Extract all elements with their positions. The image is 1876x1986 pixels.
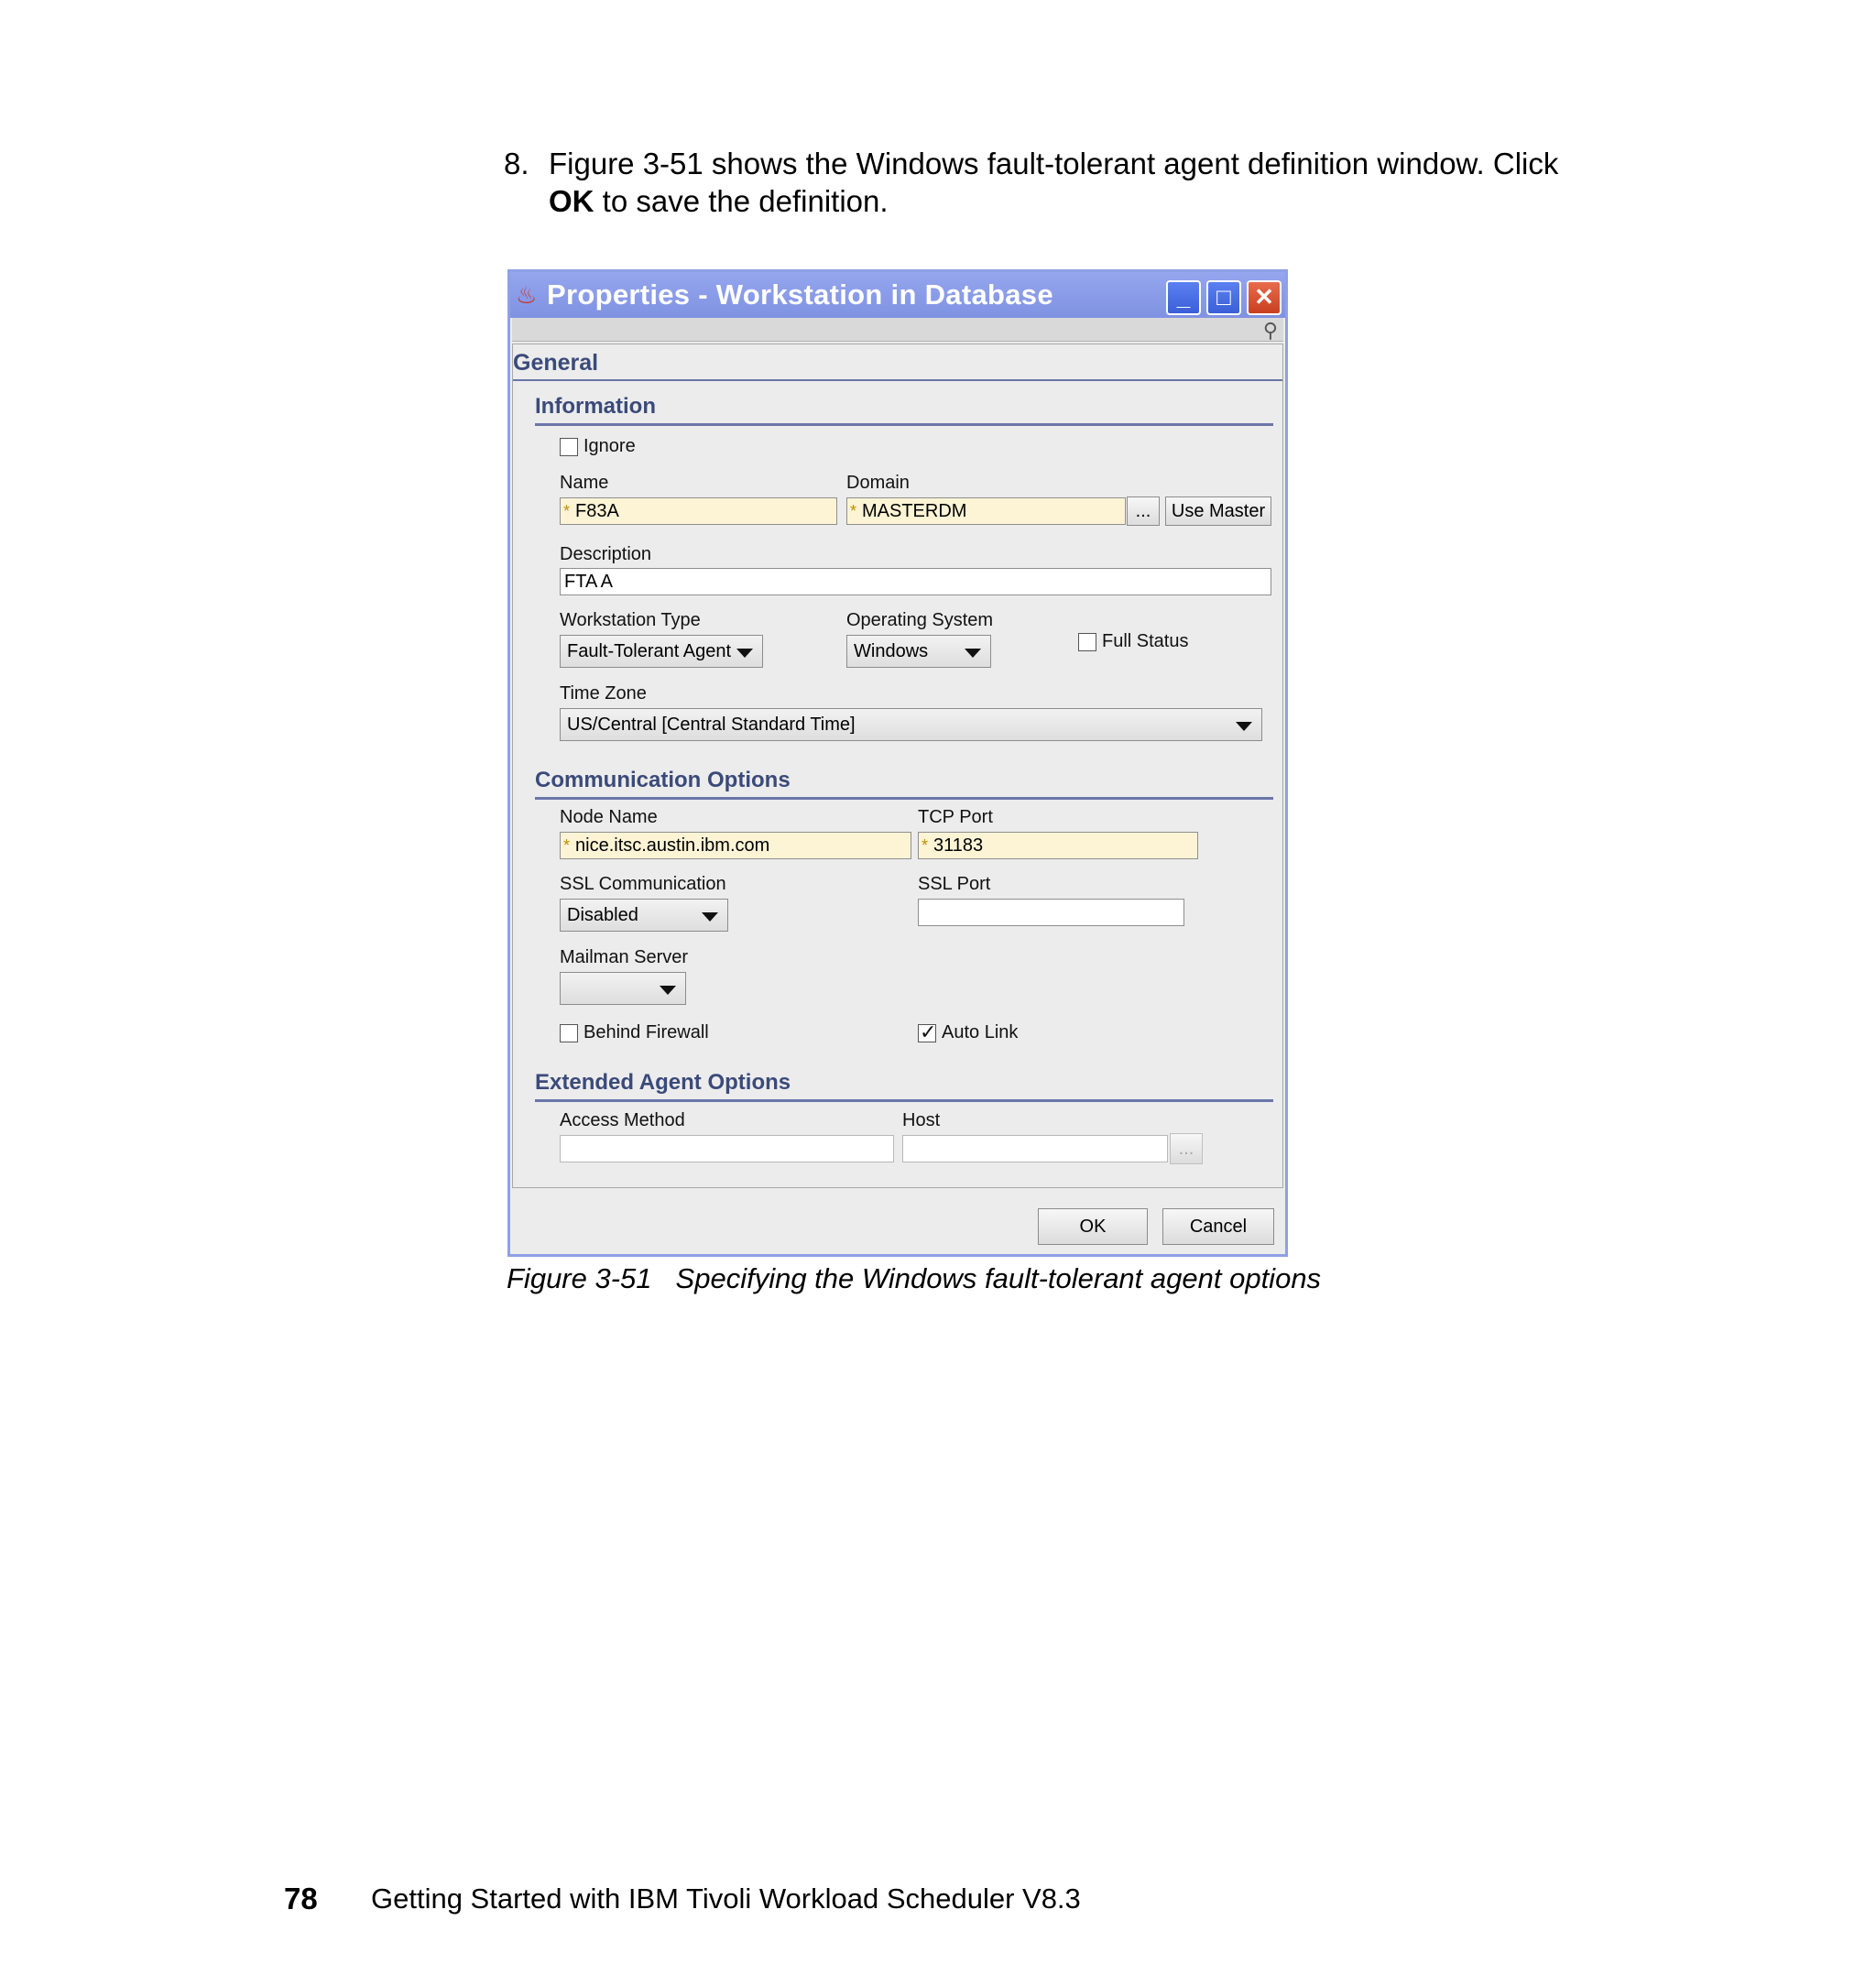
mailman-server-dropdown[interactable] — [560, 972, 686, 1005]
full-status-label: Full Status — [1102, 631, 1189, 651]
ssl-communication-value: Disabled — [567, 905, 638, 925]
cancel-button[interactable]: Cancel — [1162, 1208, 1274, 1245]
use-master-button[interactable]: Use Master — [1165, 496, 1271, 526]
chevron-down-icon — [660, 986, 676, 995]
book-title: Getting Started with IBM Tivoli Workload Scheduler V8.3 — [371, 1882, 1081, 1915]
chevron-down-icon — [736, 649, 753, 658]
node-name-label: Node Name — [560, 807, 658, 827]
access-method-input[interactable] — [560, 1135, 894, 1162]
access-method-label: Access Method — [560, 1110, 685, 1130]
ignore-checkbox[interactable] — [560, 438, 578, 456]
communication-heading: Communication Options — [535, 768, 791, 792]
dialog-toolstrip — [512, 318, 1283, 342]
auto-link-checkbox[interactable] — [918, 1024, 936, 1042]
host-label: Host — [902, 1110, 941, 1130]
workstation-type-value: Fault-Tolerant Agent — [567, 641, 731, 661]
name-label: Name — [560, 473, 609, 493]
domain-browse-button[interactable]: ... — [1127, 496, 1160, 526]
description-input[interactable]: FTA A — [560, 568, 1271, 595]
operating-system-value: Windows — [854, 641, 929, 661]
ssl-communication-label: SSL Communication — [560, 874, 726, 894]
mailman-server-label: Mailman Server — [560, 947, 689, 967]
chevron-down-icon — [702, 912, 718, 922]
host-input[interactable] — [902, 1135, 1168, 1162]
figure-caption-text: Specifying the Windows fault-tolerant agent options — [675, 1262, 1322, 1294]
full-status-checkbox[interactable] — [1078, 633, 1096, 651]
figure-label: Figure 3-51 — [507, 1262, 652, 1294]
page-number: 78 — [284, 1882, 318, 1915]
step-text-tail: to save the definition. — [594, 184, 889, 218]
chevron-down-icon — [965, 649, 981, 658]
ssl-port-input[interactable] — [918, 899, 1184, 926]
information-heading: Information — [535, 394, 656, 419]
minimize-button[interactable]: _ — [1166, 280, 1201, 315]
step-text — [549, 145, 1602, 220]
general-panel — [512, 344, 1283, 1188]
chevron-down-icon — [1236, 722, 1252, 731]
domain-label: Domain — [846, 473, 910, 493]
communication-divider — [535, 797, 1273, 800]
maximize-button[interactable]: □ — [1206, 280, 1241, 315]
ssl-port-label: SSL Port — [918, 874, 991, 894]
tcp-port-label: TCP Port — [918, 807, 993, 827]
step-text-bold: OK — [549, 184, 594, 218]
time-zone-dropdown[interactable] — [560, 708, 1262, 741]
node-name-input[interactable]: * nice.itsc.austin.ibm.com — [560, 832, 911, 859]
host-browse-button[interactable]: ... — [1170, 1133, 1203, 1164]
workstation-type-label: Workstation Type — [560, 610, 701, 630]
operating-system-dropdown[interactable] — [846, 635, 991, 668]
ignore-label: Ignore — [584, 436, 636, 456]
ssl-communication-dropdown[interactable] — [560, 899, 728, 932]
dialog-title: Properties - Workstation in Database — [547, 278, 1053, 311]
name-input[interactable]: * F83A — [560, 497, 837, 525]
auto-link-label: Auto Link — [942, 1022, 1019, 1042]
workstation-properties-dialog — [507, 269, 1288, 1257]
step-number: 8. — [504, 147, 529, 180]
extended-heading: Extended Agent Options — [535, 1070, 791, 1095]
tab-general[interactable]: General — [513, 350, 599, 376]
description-label: Description — [560, 544, 652, 564]
time-zone-value: US/Central [Central Standard Time] — [567, 715, 856, 735]
dialog-titlebar[interactable] — [510, 272, 1285, 318]
step-text-lead: Figure 3-51 shows the Windows fault-tolerant agent definition window. Click — [549, 147, 1559, 180]
information-divider — [535, 423, 1273, 426]
extended-divider — [535, 1099, 1273, 1102]
ok-button[interactable]: OK — [1038, 1208, 1148, 1245]
java-cup-icon: ♨ — [516, 281, 538, 309]
workstation-type-dropdown[interactable] — [560, 635, 763, 668]
behind-firewall-label: Behind Firewall — [584, 1022, 709, 1042]
tcp-port-input[interactable]: * 31183 — [918, 832, 1198, 859]
general-divider — [513, 379, 1282, 381]
help-icon[interactable]: ⚲ — [1262, 319, 1278, 342]
time-zone-label: Time Zone — [560, 683, 647, 704]
close-button[interactable]: ✕ — [1247, 280, 1282, 315]
operating-system-label: Operating System — [846, 610, 994, 630]
behind-firewall-checkbox[interactable] — [560, 1024, 578, 1042]
figure-caption — [507, 1262, 1321, 1295]
domain-input[interactable]: * MASTERDM — [846, 497, 1126, 525]
